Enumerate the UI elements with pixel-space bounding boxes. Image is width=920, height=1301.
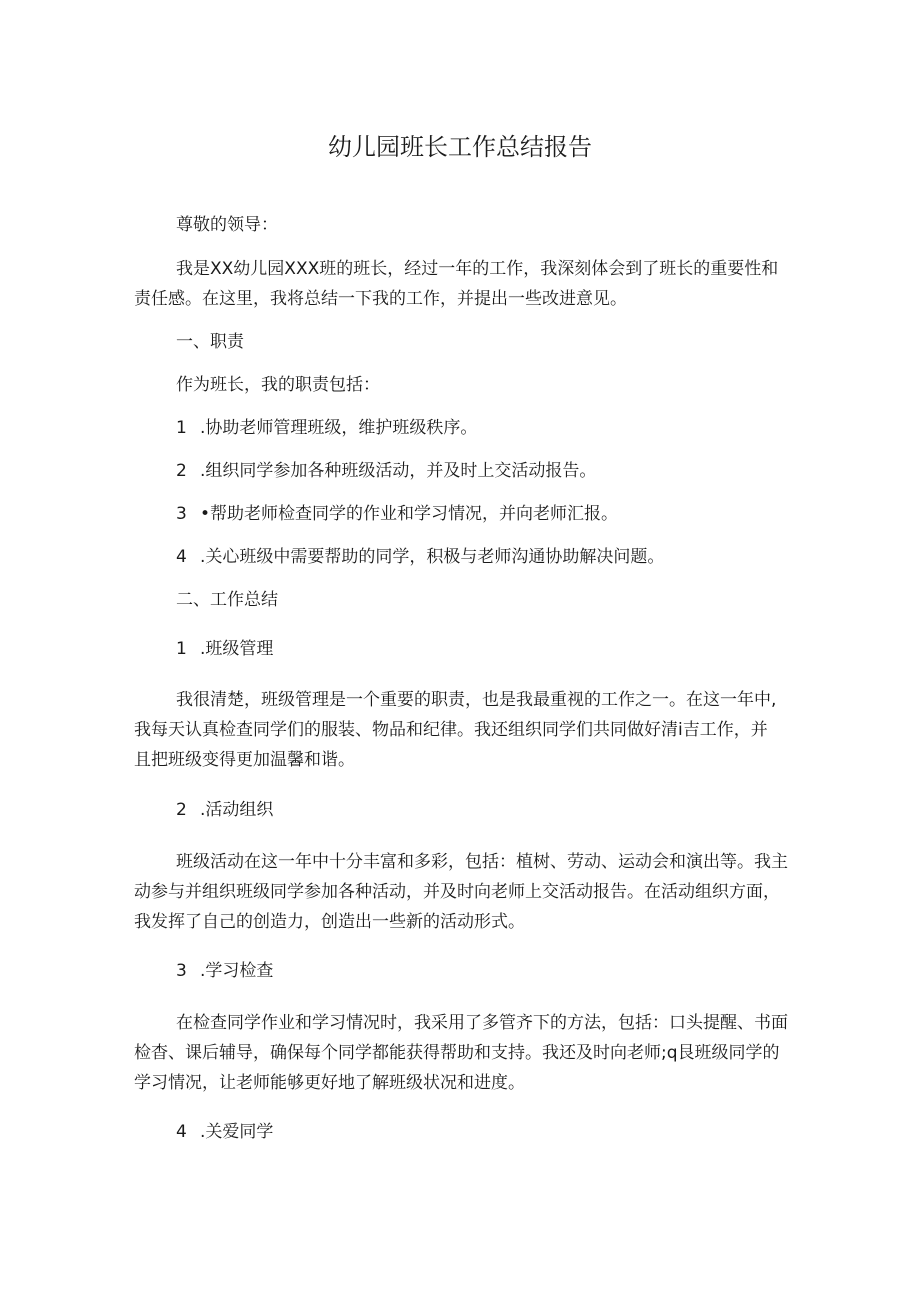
subsection-title: .活动组织	[200, 800, 274, 820]
duty-item	[176, 459, 596, 483]
subsection-number: 1	[176, 639, 187, 659]
subsection-title: .关爱同学	[200, 1122, 274, 1142]
duty-item-text: .协助老师管理班级，维护班级秩序。	[200, 418, 478, 438]
subsection-title: .学习检查	[200, 961, 274, 981]
duty-item-number: 2	[176, 461, 187, 481]
section-heading-duties: 一、职责	[176, 332, 244, 352]
duties-lead: 作为班长，我的职责包括：	[176, 375, 380, 395]
paragraph-line: 动参与并组织班级同学参加各种活动，并及时向老师上交活动报告。在活动组织方面，	[134, 882, 780, 902]
subsection-heading	[176, 1120, 273, 1144]
section-heading-summary: 二、工作总结	[176, 590, 278, 610]
intro-line-2: 责任感。在这里，我将总结一下我的工作，并提出一些改进意见。	[134, 289, 627, 309]
duty-item	[176, 502, 618, 526]
duty-item-number: 1	[176, 418, 187, 438]
paragraph-line: 检杳、课后辅导，确保每个同学都能获得帮助和支持。我还及时向老师;q艮班级同学的	[134, 1043, 780, 1063]
paragraph-line: 我发挥了自己的创造力，创造出一些新的活动形式。	[134, 912, 525, 932]
document-title: 幼儿园班长工作总结报告	[328, 133, 592, 161]
paragraph-line: 且把班级变得更加温馨和谐。	[134, 750, 355, 770]
subsection-heading	[176, 959, 273, 983]
paragraph-line: 班级活动在这一年中十分丰富和多彩，包括：植树、劳动、运动会和演出等。我主	[176, 852, 788, 872]
duty-item	[176, 416, 477, 440]
subsection-number: 2	[176, 800, 187, 820]
paragraph-line: 我很清楚，班级管理是一个重要的职责，也是我最重视的工作之一。在这一年中,	[176, 690, 777, 710]
subsection-heading	[176, 798, 273, 822]
subsection-number: 3	[176, 961, 187, 981]
subsection-number: 4	[176, 1122, 187, 1142]
salutation: 尊敬的领导：	[176, 215, 278, 235]
duty-item	[176, 545, 664, 569]
paragraph-line: 我每天认真检查同学们的服装、物品和纪律。我还组织同学们共同做好清i吉工作，并	[134, 720, 768, 740]
duty-item-number: 4	[176, 547, 187, 567]
paragraph-line: 在检查同学作业和学习情况时，我采用了多管齐下的方法，包括：口头提醒、书面	[176, 1013, 788, 1033]
paragraph-line: 学习情况，让老师能够更好地了解班级状况和进度。	[134, 1073, 525, 1093]
subsection-heading	[176, 637, 273, 661]
duty-item-text: .关心班级中需要帮助的同学，积极与老师沟通协助解决问题。	[200, 547, 665, 567]
subsection-title: .班级管理	[200, 639, 274, 659]
intro-line-1: 我是XX幼儿园XXX班的班长，经过一年的工作，我深刻体会到了班长的重要性和	[176, 259, 779, 279]
duty-item-text: •帮助老师检查同学的作业和学习情况，并向老师汇报。	[200, 504, 619, 524]
duty-item-text: .组织同学参加各种班级活动，并及时上交活动报告。	[200, 461, 597, 481]
duty-item-number: 3	[176, 504, 187, 524]
